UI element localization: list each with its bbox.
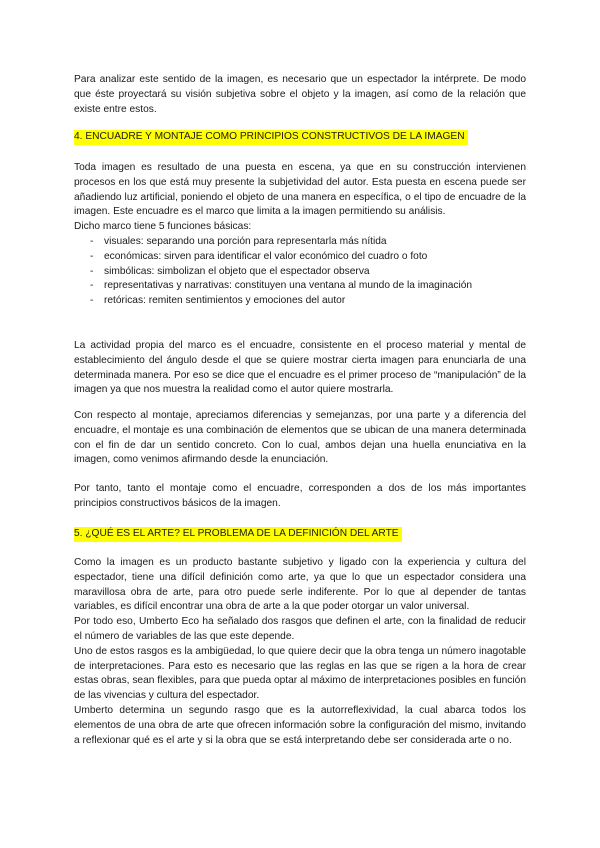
section-4-paragraph-2: La actividad propia del marco es el encuadre, consistente en el proceso material y mental de establecimiento del ángulo desde el que se quiere mostrar cierta imagen para enunciarla de una determinada manera. Por eso se dice que el encuadre es el primer proceso de “manipulación” de la imagen ya que nos muestra la realidad como el autor quiere mostrarla.	[74, 340, 526, 396]
list-item: - económicas: sirven para identificar el valor económico del cuadro o foto	[74, 250, 526, 265]
section-4-heading	[74, 130, 526, 145]
intro-paragraph: Para analizar este sentido de la imagen, es necesario que un espectador la intérprete. De modo que éste proyectará su visión subjetiva sobre el objeto y la imagen, así como de la relación que existe entre estos.	[74, 74, 526, 115]
section-5-paragraph-3: Uno de estos rasgos es la ambigüedad, lo que quiere decir que la obra tenga un número inagotable de interpretaciones. Para esto es necesario que las reglas en las que se rigen a la hora de crear estas obras, sean flexibles, para que pueda optar al máximo de interpretaciones posibles en función de las vivencias y cultura del espectador.	[74, 645, 526, 702]
functions-intro: Dicho marco tiene 5 funciones básicas:	[74, 221, 252, 233]
section-5-body	[74, 556, 526, 748]
section-5-heading-text: 5. ¿QUÉ ES EL ARTE? EL PROBLEMA DE LA DEFINICIÓN DEL ARTE	[74, 527, 402, 542]
section-5-paragraph-2: Por todo eso, Umberto Eco ha señalado dos rasgos que definen el arte, con la finalidad de reducir el número de variables de las que este depende.	[74, 616, 526, 642]
list-item: - simbólicas: simbolizan el objeto que el espectador observa	[74, 265, 526, 280]
list-item: - representativas y narrativas: constituyen una ventana al mundo de la imaginación	[74, 279, 526, 294]
section-4-paragraph-4: Por tanto, tanto el montaje como el encuadre, corresponden a dos de los más importantes principios constructivos básicos de la imagen.	[74, 483, 526, 509]
list-item: - visuales: separando una porción para representarla más nítida	[74, 235, 526, 250]
section-4-body	[74, 161, 526, 309]
section-5-paragraph-4: Umberto determina un segundo rasgo que es la autorreflexividad, la cual abarca todos los elementos de una obra de arte que ofrecen información sobre la configuración del mismo, invitando a reflexionar qué es el arte y si la obra que se está interpretando debe ser considerada arte o no.	[74, 704, 526, 746]
section-5-paragraph-1: Como la imagen es un producto bastante subjetivo y ligado con la experiencia y cultura del espectador, tiene una difícil definición como arte, ya que lo que un espectador considera una maravillosa obra de arte, para otro puede serle indiferente. Por lo que al depender de tantas variables, es difícil encontrar una obra de arte a la que poder otorgar un valor universal.	[74, 557, 526, 613]
section-4-heading-text: 4. ENCUADRE Y MONTAJE COMO PRINCIPIOS CONSTRUCTIVOS DE LA IMAGEN	[74, 130, 468, 145]
section-5-heading	[74, 527, 526, 542]
list-item: - retóricas: remiten sentimientos y emociones del autor	[74, 294, 526, 309]
section-4-paragraph-1: Toda imagen es resultado de una puesta en escena, ya que en su construcción intervienen procesos en los que está muy presente la subjetividad del autor. Esta puesta en escena puede ser añadiendo luz artificial, poniendo el objeto de una manera en específica, o el tipo de encuadre de la imagen. Este encuadre es el marco que limita a la imagen permitiendo su análisis.	[74, 162, 526, 218]
section-4-paragraph-3: Con respecto al montaje, apreciamos diferencias y semejanzas, por una parte y a diferencia del encuadre, el montaje es una combinación de elementos que se ubican de una manera determinada con el fin de dar un sentido concreto. Con lo cual, ambos dejan una huella enunciativa en la imagen, como venimos afirmando desde la enunciación.	[74, 410, 526, 466]
functions-list	[74, 235, 526, 309]
